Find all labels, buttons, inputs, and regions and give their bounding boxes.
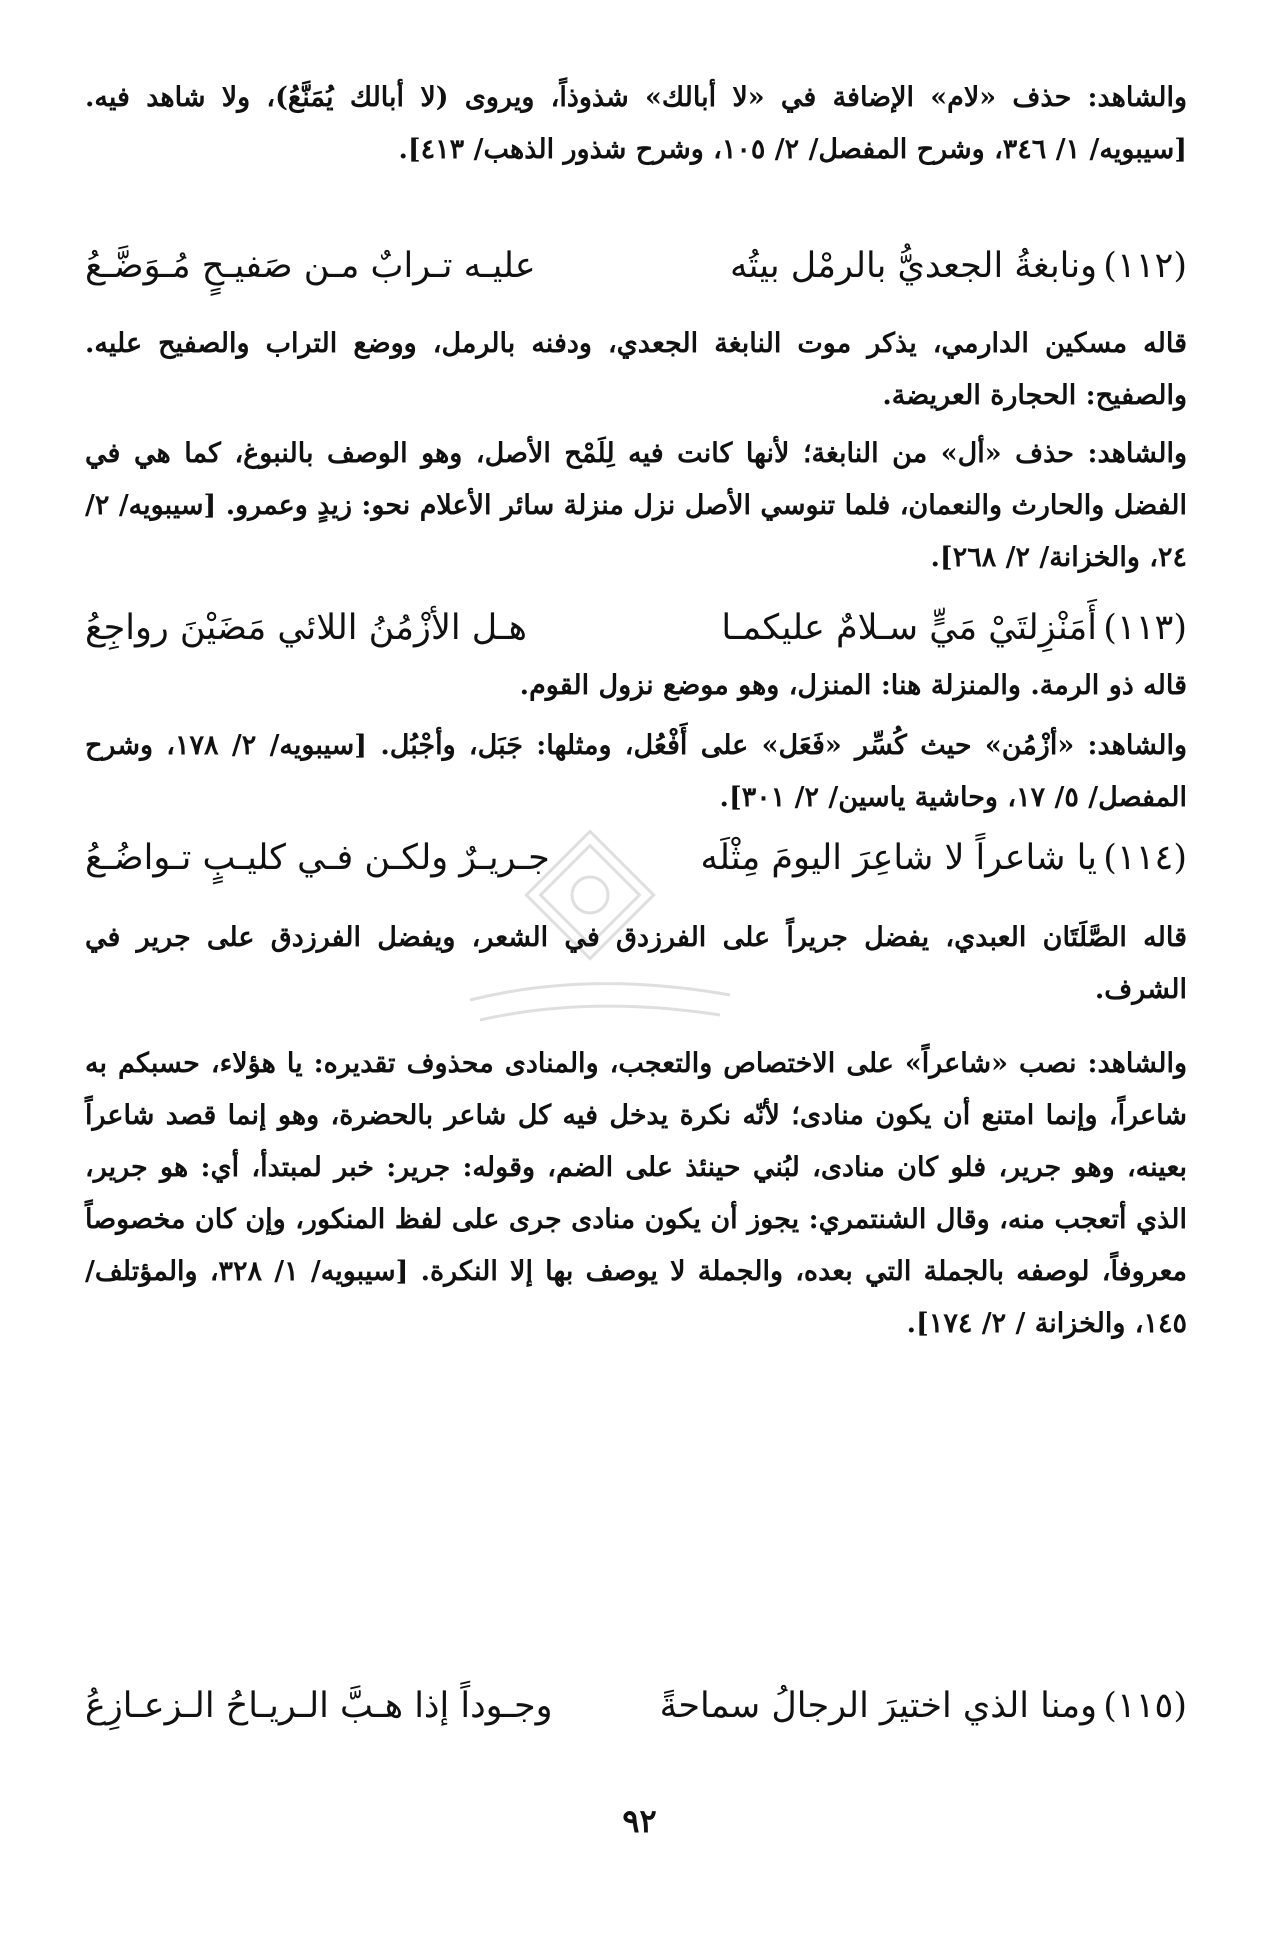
paragraph-shahid-114 bbox=[85, 1038, 1187, 1350]
verse-first-hemistich: أَمَنْزِلتَيْ مَيٍّ سـلامٌ عليكمـا bbox=[721, 608, 1097, 648]
paragraph-commentary-112 bbox=[85, 318, 1187, 422]
verse-second-hemistich: هـل الأزْمُنُ اللائي مَضَيْنَ رواجِعُ bbox=[85, 608, 527, 648]
paragraph-text: نصب «شاعراً» على الاختصاص والتعجب، والمنادى محذوف تقديره: يا هؤلاء، حسبكم به شاعراً، وإنما امتنع أن يكون منادى؛ لأنّه نكرة يدخل فيه كل شاعر بالحضرة، وهو إنما قصد شاعراً بعينه، وهو جرير، فلو كان منادى، لبُني حينئذ على الضم، وقوله: جرير: خبر لمبتدأ، أي: هو جرير، الذي أتعجب منه، وقال الشنتمري: يجوز أن يكون منادى جرى على لفظ المنكور، وإن كان مخصوصاً معروفاً، لوصفه بالجملة التي بعده، والجملة لا يوصف بها إلا النكرة. [سيبويه/ ١/ ٣٢٨، والمؤتلف/ ١٤٥، والخزانة / ٢/ ١٧٤]. bbox=[85, 1048, 1187, 1339]
paragraph-text: حذف «لام» الإضافة في «لا أبالك» شذوذاً، ويروى (لا أبالك يُمَنَّعُ)، ولا شاهد فيه. [سيبويه/ ١/ ٣٤٦، وشرح المفصل/ ٢/ ١٠٥، وشرح شذور الذهب/ ٤١٣]. bbox=[85, 82, 1187, 165]
paragraph-commentary-113 bbox=[85, 660, 1187, 712]
verse-number: (١١٥) bbox=[1103, 1686, 1187, 1726]
shahid-label: والشاهد: bbox=[1087, 1048, 1187, 1079]
shahid-label: والشاهد: bbox=[1087, 438, 1187, 469]
verse-113 bbox=[85, 598, 1187, 658]
verse-first-hemistich: ونابغةُ الجعديُّ بالرمْل بيتُه bbox=[730, 246, 1097, 286]
verse-112 bbox=[85, 236, 1187, 296]
shahid-label: والشاهد: bbox=[1087, 730, 1187, 761]
paragraph-shahid-113 bbox=[85, 720, 1187, 824]
verse-second-hemistich: وجـوداً إذا هـبَّ الـريـاحُ الـزعـازِعُ bbox=[85, 1686, 553, 1726]
paragraph-text: قاله ذو الرمة. والمنزلة هنا: المنزل، وهو موضع نزول القوم. bbox=[519, 670, 1187, 701]
verse-second-hemistich: جـريـرٌ ولكـن فـي كليـبٍ تـواضُـعُ bbox=[85, 838, 550, 878]
shahid-label: والشاهد: bbox=[1087, 82, 1187, 113]
paragraph-shahid-1 bbox=[85, 72, 1187, 176]
verse-first-hemistich: ومنا الذي اختيرَ الرجالُ سماحةً bbox=[659, 1686, 1097, 1726]
paragraph-text: حذف «أل» من النابغة؛ لأنها كانت فيه لِلَمْح الأصل، وهو الوصف بالنبوغ، كما هي في الفضل والحارث والنعمان، فلما تنوسي الأصل نزل منزلة سائر الأعلام نحو: زيدٍ وعمرو. [سيبويه/ ٢/ ٢٤، والخزانة/ ٢/ ٢٦٨]. bbox=[85, 438, 1187, 573]
verse-115 bbox=[85, 1676, 1187, 1736]
paragraph-text: قاله مسكين الدارمي، يذكر موت النابغة الجعدي، ودفنه بالرمل، ووضع التراب والصفيح عليه. والصفيح: الحجارة العريضة. bbox=[85, 328, 1187, 411]
verse-114 bbox=[85, 828, 1187, 888]
verse-number: (١١٢) bbox=[1103, 246, 1187, 286]
paragraph-text: «أزْمُن» حيث كُسِّر «فَعَل» على أَفْعُل، ومثلها: جَبَل، وأجْبُل. [سيبويه/ ٢/ ١٧٨، وشرح المفصل/ ٥/ ١٧، وحاشية ياسين/ ٢/ ٣٠١]. bbox=[85, 730, 1187, 813]
verse-number: (١١٤) bbox=[1103, 838, 1187, 878]
paragraph-shahid-112 bbox=[85, 428, 1187, 584]
paragraph-commentary-114 bbox=[85, 912, 1187, 1016]
verse-number: (١١٣) bbox=[1103, 608, 1187, 648]
paragraph-text: قاله الصَّلَتَان العبدي، يفضل جريراً على الفرزدق في الشعر، ويفضل الفرزدق على جرير في الشرف. bbox=[85, 922, 1187, 1005]
page-number: ٩٢ bbox=[622, 1802, 657, 1840]
verse-second-hemistich: عليـه تـرابٌ مـن صَفيـحٍ مُـوَضَّـعُ bbox=[85, 246, 536, 286]
verse-first-hemistich: يا شاعراً لا شاعِرَ اليومَ مِثْلَه bbox=[700, 838, 1097, 878]
